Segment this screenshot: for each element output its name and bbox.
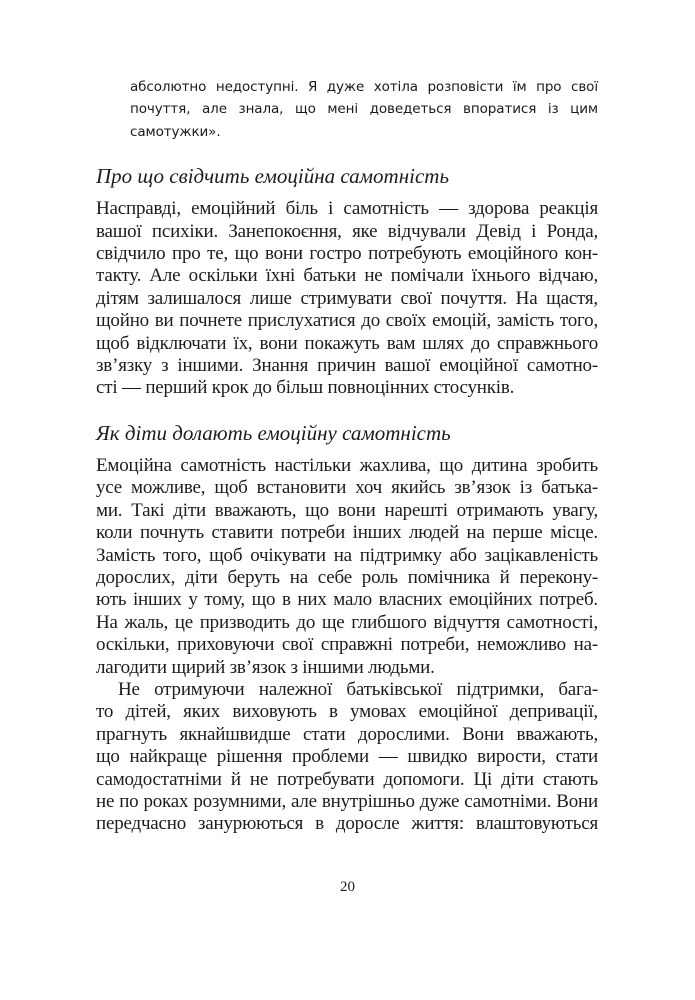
page-number: 20 — [340, 879, 355, 895]
section-heading: Як діти долають емоційну самотність — [96, 420, 451, 445]
text-line: самодостатніми й не потребувати допомоги. Ці діти стають — [96, 768, 598, 790]
paragraph — [96, 679, 598, 836]
text-line: що найкраще рішення проблеми — швидко вирости, стати — [96, 746, 598, 768]
text-line: такту. Але оскільки їхні батьки не помічали їхнього відчаю, — [96, 265, 598, 287]
quote-line: самотужки». — [130, 123, 221, 140]
text-line: ми. Такі діти вважають, що вони нарешті отримають увагу, — [96, 499, 598, 521]
text-line: щоб відключати їх, вони покажуть вам шлях до справжнього — [96, 332, 598, 354]
text-line: ють інших у тому, що в них мало власних емоційних потреб. — [96, 589, 598, 611]
text-line: Насправді, емоційний біль і самотність — здорова реакція — [96, 198, 598, 220]
sections — [96, 163, 598, 836]
text-line: дітям залишалося лише стримувати свої почуття. На щастя, — [96, 287, 598, 309]
text-line: Не отримуючи належної батьківської підтримки, бага- — [118, 678, 598, 700]
text-line: усе можливе, щоб встановити хоч якийсь зв’язок із батька- — [96, 477, 598, 499]
text-line: вашої психіки. Занепокоєння, яке відчували Девід і Ронда, — [96, 220, 598, 242]
text-line: оскільки, приховуючи свої справжні потреби, неможливо на- — [96, 634, 598, 656]
text-line: коли почнуть ставити потреби інших людей на перше місце. — [96, 522, 598, 544]
text-line: сті — перший крок до більш повноцінних стосунків. — [96, 377, 515, 399]
text-line: не по роках розумними, але внутрішньо дуже самотніми. Вони — [96, 790, 598, 812]
quote-line: почуття, але знала, що мені доведеться впоратися із цим — [130, 101, 598, 118]
text-line: прагнуть якнайшвидше стати дорослими. Вони вважають, — [96, 723, 598, 745]
text-line: Замість того, щоб очікувати на підтримку або зацікавленість — [96, 544, 598, 566]
text-line: передчасно занурюються в доросле життя: влаштовуються — [96, 813, 598, 835]
text-line: то дітей, яких виховують в умовах емоційної депривації, — [96, 701, 598, 723]
quote-continuation — [130, 76, 598, 143]
text-line: зв’язку з іншими. Знання причин вашої емоційної самотно- — [96, 355, 598, 377]
text-line: щойно ви почнете прислухатися до своїх емоцій, замість того, — [96, 310, 598, 332]
section-heading: Про що свідчить емоційна самотність — [96, 164, 450, 189]
text-line: лагодити щирий зв’язок з іншими людьми. — [96, 656, 435, 678]
paragraph — [96, 198, 598, 400]
text-line: дорослих, діти беруть на себе роль помічника й перекону- — [96, 566, 598, 588]
paragraph — [96, 455, 598, 679]
page-content — [96, 76, 598, 836]
text-line: Емоційна самотність настільки жахлива, що дитина зробить — [96, 454, 598, 476]
text-line: свідчило про те, що вони гостро потребують емоційного кон- — [96, 243, 598, 265]
text-line: На жаль, це призводить до ще глибшого відчуття самотності, — [96, 611, 598, 633]
quote-line: абсолютно недоступні. Я дуже хотіла розповісти їм про свої — [130, 79, 598, 95]
